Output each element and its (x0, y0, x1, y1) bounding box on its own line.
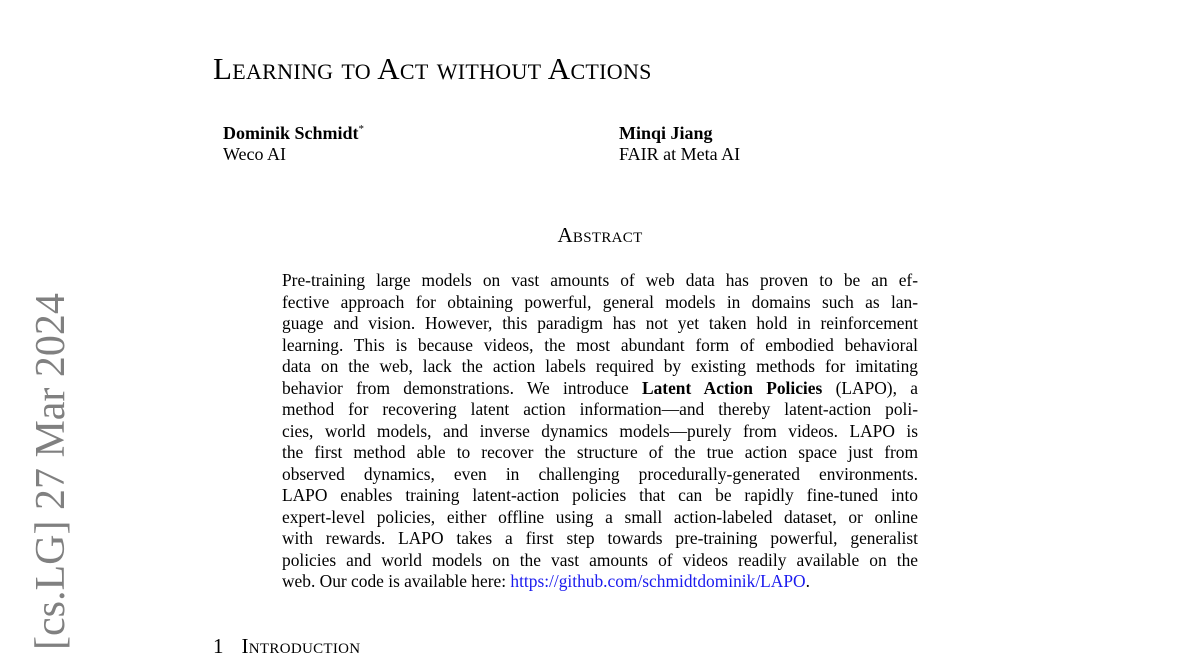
abstract-line: data on the web, lack the action labels required by existing methods for imitating (282, 356, 918, 376)
arxiv-stamp (20, 293, 80, 650)
author-name: Minqi Jiang (619, 123, 713, 143)
abstract-body (282, 270, 918, 593)
author-footnote-mark: * (358, 123, 365, 135)
author-block (619, 123, 740, 165)
section-title: Introduction (241, 634, 361, 658)
abstract-line: the first method able to recover the structure of the true action space just from (282, 442, 918, 462)
abstract-line: with rewards. LAPO takes a first step towards pre-training powerful, generalist (282, 528, 918, 548)
abstract-line: learning. This is because videos, the most abundant form of embodied behavioral (282, 334, 918, 355)
abstract-line: expert-level policies, either offline using a small action-labeled dataset, or online (282, 506, 918, 527)
abstract-line: Pre-training large models on vast amounts of web data has proven to be an ef- (282, 270, 918, 290)
author-affiliation: Weco AI (223, 144, 287, 164)
abstract-line: web. Our code is available here: https://github.com/schmidtdominik/LAPO. (282, 571, 810, 591)
abstract-line: behavior from demonstrations. We introduce Latent Action Policies (LAPO), a (282, 377, 918, 398)
method-name-bold: Latent Action Policies (642, 377, 823, 398)
abstract-line: policies and world models on the vast amounts of videos readily available on the (282, 549, 918, 570)
section-heading-introduction (213, 634, 360, 659)
section-number: 1 (213, 634, 224, 658)
abstract-line: cies, world models, and inverse dynamics models—purely from videos. LAPO is (282, 420, 918, 441)
abstract-line: fective approach for obtaining powerful, general models in domains such as lan- (282, 291, 918, 312)
author-block (223, 123, 364, 165)
abstract-line: observed dynamics, even in challenging procedurally-generated environments. (282, 463, 918, 484)
paper-title: Learning to Act without Actions (213, 51, 652, 86)
abstract-heading: Abstract (557, 223, 643, 247)
abstract-line: method for recovering latent action information—and thereby latent-action poli- (282, 399, 918, 419)
code-repo-link[interactable]: https://github.com/schmidtdominik/LAPO (510, 571, 806, 591)
author-name: Dominik Schmidt* (223, 123, 365, 143)
abstract-line: guage and vision. However, this paradigm has not yet taken hold in reinforcement (282, 313, 918, 333)
arxiv-stamp-text: [cs.LG] 27 Mar 2024 (28, 293, 74, 650)
abstract-line: LAPO enables training latent-action policies that can be rapidly fine-tuned into (282, 485, 918, 505)
author-affiliation: FAIR at Meta AI (619, 144, 741, 164)
